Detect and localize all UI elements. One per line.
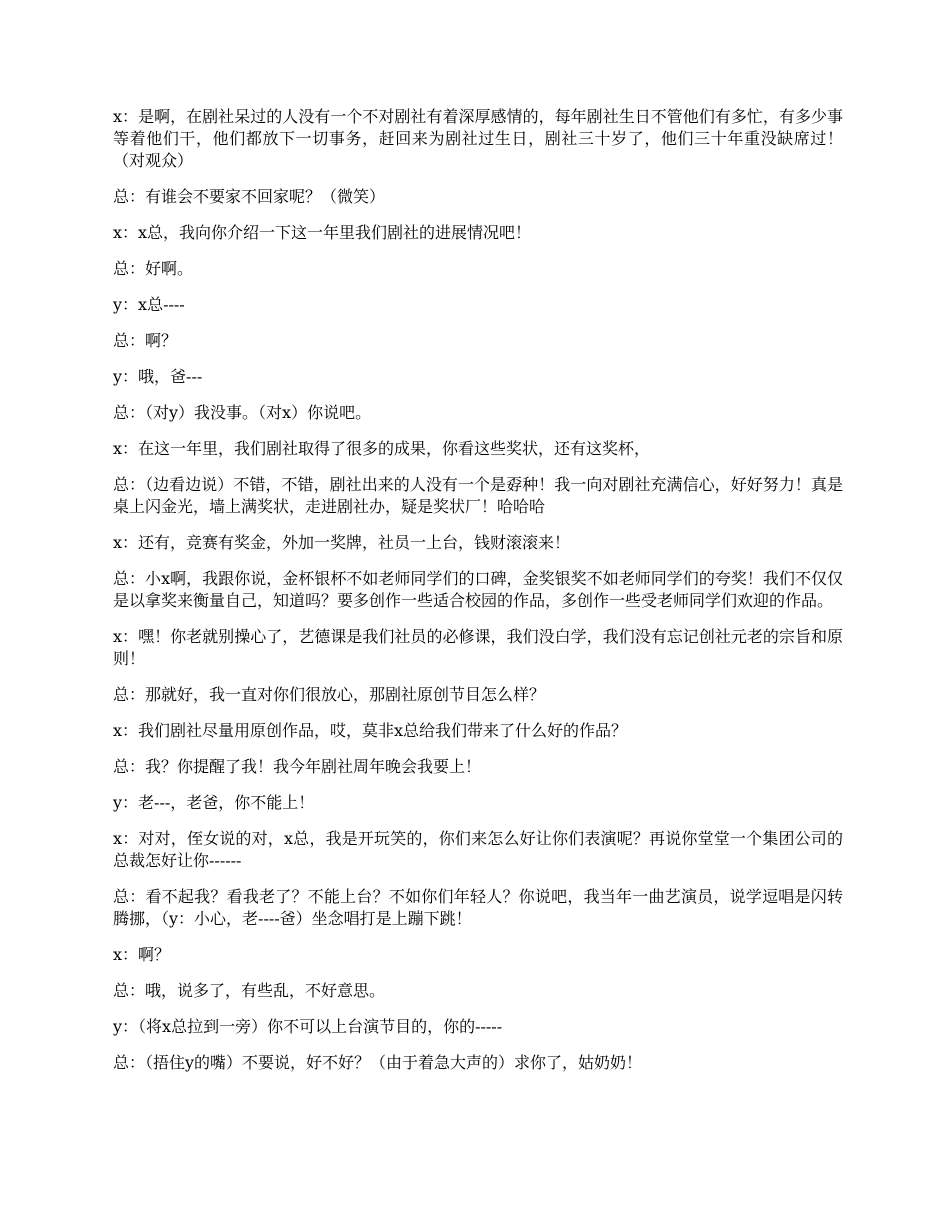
dialogue-paragraph: 总：小x啊，我跟你说，金杯银杯不如老师同学们的口碑，金奖银奖不如老师同学们的夸奖！我们不仅仅是以拿奖来衡量自己，知道吗？要多创作一些适合校园的作品，多创作一些受老师同学们欢迎的作品。 bbox=[113, 569, 843, 610]
dialogue-paragraph: 总：哦，说多了，有些乱，不好意思。 bbox=[113, 981, 386, 1000]
dialogue-paragraph: y：哦，爸--- bbox=[113, 367, 203, 386]
dialogue-paragraph: x：在这一年里，我们剧社取得了很多的成果，你看这些奖状，还有这奖杯， bbox=[113, 439, 651, 458]
dialogue-paragraph: 总：好啊。 bbox=[113, 259, 194, 278]
dialogue-paragraph: 总：有谁会不要家不回家呢？（微笑） bbox=[113, 187, 386, 206]
dialogue-paragraph: 总：看不起我？看我老了？不能上台？不如你们年轻人？你说吧，我当年一曲艺演员，说学逗唱是闪转腾挪，（y：小心，老----爸）坐念唱打是上蹦下跳！ bbox=[113, 887, 843, 928]
dialogue-paragraph: y：老---，老爸，你不能上！ bbox=[113, 793, 315, 812]
dialogue-paragraph: 总：啊？ bbox=[113, 331, 178, 350]
dialogue-paragraph: x：还有，竞赛有奖金，外加一奖牌，社员一上台，钱财滚滚来！ bbox=[113, 533, 571, 552]
document-page bbox=[113, 106, 843, 1088]
dialogue-paragraph: x：对对，侄女说的对，x总，我是开玩笑的，你们来怎么好让你们表演呢？再说你堂堂一个集团公司的总裁怎好让你------ bbox=[113, 829, 843, 870]
dialogue-paragraph: 总：我？你提醒了我！我今年剧社周年晚会我要上！ bbox=[113, 757, 482, 776]
dialogue-paragraph: x：我们剧社尽量用原创作品，哎，莫非x总给我们带来了什么好的作品？ bbox=[113, 721, 628, 740]
dialogue-paragraph: x：啊？ bbox=[113, 945, 171, 964]
dialogue-paragraph: x：嘿！你老就别操心了，艺德课是我们社员的必修课，我们没白学，我们没有忘记创社元老的宗旨和原则！ bbox=[113, 627, 843, 668]
dialogue-paragraph: 总：（边看边说）不错，不错，剧社出来的人没有一个是孬种！我一向对剧社充满信心，好好努力！真是桌上闪金光，墙上满奖状，走进剧社办，疑是奖状厂！哈哈哈 bbox=[113, 475, 843, 516]
dialogue-paragraph: x：是啊，在剧社呆过的人没有一个不对剧社有着深厚感情的，每年剧社生日不管他们有多忙，有多少事等着他们干，他们都放下一切事务，赶回来为剧社过生日，剧社三十岁了，他们三十年重没缺席过！（对观众） bbox=[113, 107, 843, 170]
dialogue-paragraph: y：x总---- bbox=[113, 295, 185, 314]
dialogue-paragraph: x：x总，我向你介绍一下这一年里我们剧社的进展情况吧！ bbox=[113, 223, 532, 242]
dialogue-paragraph: 总：（对y）我没事。（对x）你说吧。 bbox=[113, 403, 372, 422]
dialogue-paragraph: 总：（捂住y的嘴）不要说，好不好？（由于着急大声的）求你了，姑奶奶！ bbox=[113, 1053, 643, 1072]
dialogue-paragraph: y：（将x总拉到一旁）你不可以上台演节目的，你的----- bbox=[113, 1017, 503, 1036]
dialogue-paragraph: 总：那就好，我一直对你们很放心，那剧社原创节目怎么样？ bbox=[113, 685, 546, 704]
